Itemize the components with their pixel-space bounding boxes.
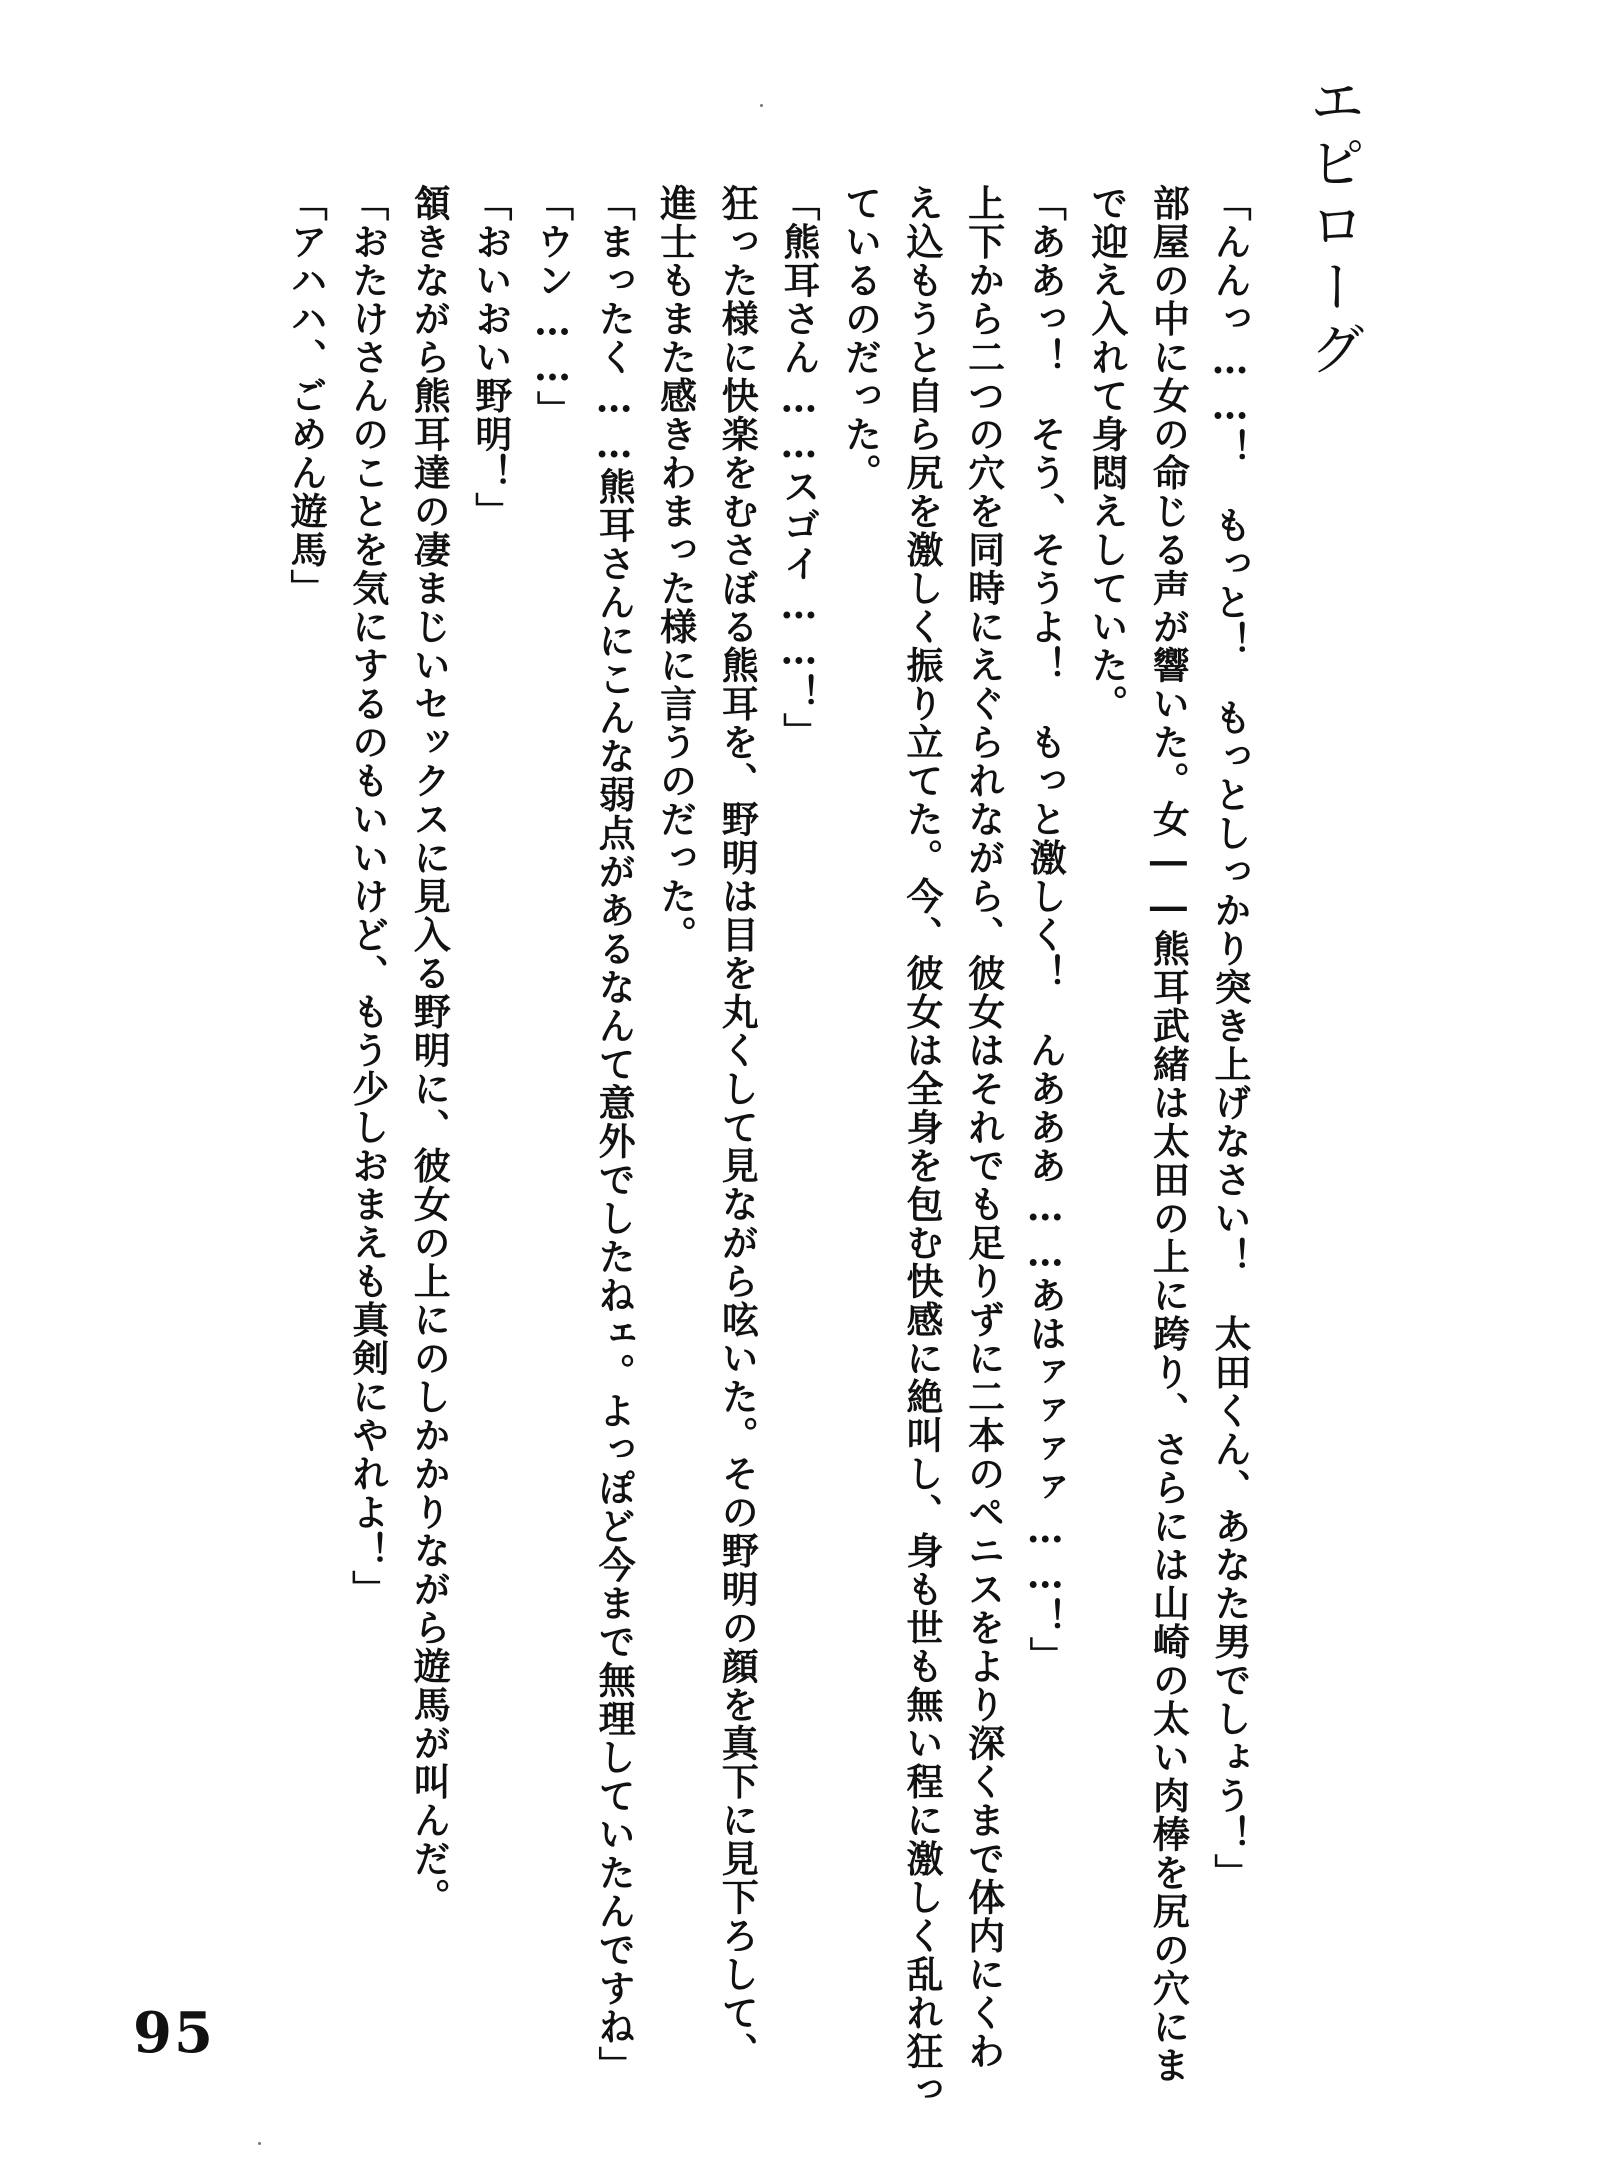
- text-line: 「んんっ……！ もっと！ もっとしっかり突き上げなさい！ 太田くん、あなた男でしょう！」: [1208, 184, 1252, 1892]
- print-speck: [760, 104, 763, 107]
- text-line: 「熊耳さん……スゴイ……！」: [776, 184, 821, 751]
- text-line: ているのだった。: [838, 184, 883, 492]
- text-line: 上下から二つの穴を同時にえぐられながら、彼女はそれでも足りずに二本のペニスをより深くまで体内にくわ: [961, 184, 1006, 2071]
- text-line: 「ああっ！ そう、そうよ！ もっと激しく！ んあああ……あはァァァァ……！」: [1023, 184, 1068, 1675]
- text-line: 「まったく……熊耳さんにこんな弱点があるなんて意外でしたねェ。よっぽど今まで無理していたんですね」: [592, 184, 637, 2085]
- text-line: 「おたけさんのことを気にするのもいいけど、もう少しおまえも真剣にやれよ！」: [345, 184, 390, 1609]
- text-line: 「ウン……」: [530, 184, 575, 429]
- text-line: え込もうと自ら尻を激しく振り立てた。今、彼女は全身を包む快感に絶叫し、身も世も無い程に激しく乱れ狂っ: [900, 184, 945, 2109]
- text-line: 狂った様に快楽をむさぼる熊耳を、野明は目を丸くして見ながら呟いた。その野明の顔を真下に見下ろして、: [715, 184, 760, 2071]
- text-line: 頷きながら熊耳達の凄まじいセックスに見入る野明に、彼女の上にのしかかりながら遊馬が叫んだ。: [407, 184, 452, 1917]
- text-line: 部屋の中に女の命じる声が響いた。女――熊耳武緒は太田の上に跨り、さらには山崎の太い肉棒を尻の穴にま: [1146, 184, 1191, 2085]
- page-number: 95: [133, 2000, 215, 2066]
- print-speck: [258, 2142, 261, 2145]
- text-line: 「おいおい野明！」: [468, 184, 513, 531]
- text-line: で迎え入れて身悶えしていた。: [1084, 184, 1129, 723]
- text-line: 進士もまた感きわまった様に言うのだった。: [653, 184, 698, 954]
- text-line: 「アハハ、ごめん遊馬」: [284, 184, 329, 608]
- chapter-title: エピローグ: [1300, 72, 1366, 382]
- body-text: [275, 184, 1261, 2109]
